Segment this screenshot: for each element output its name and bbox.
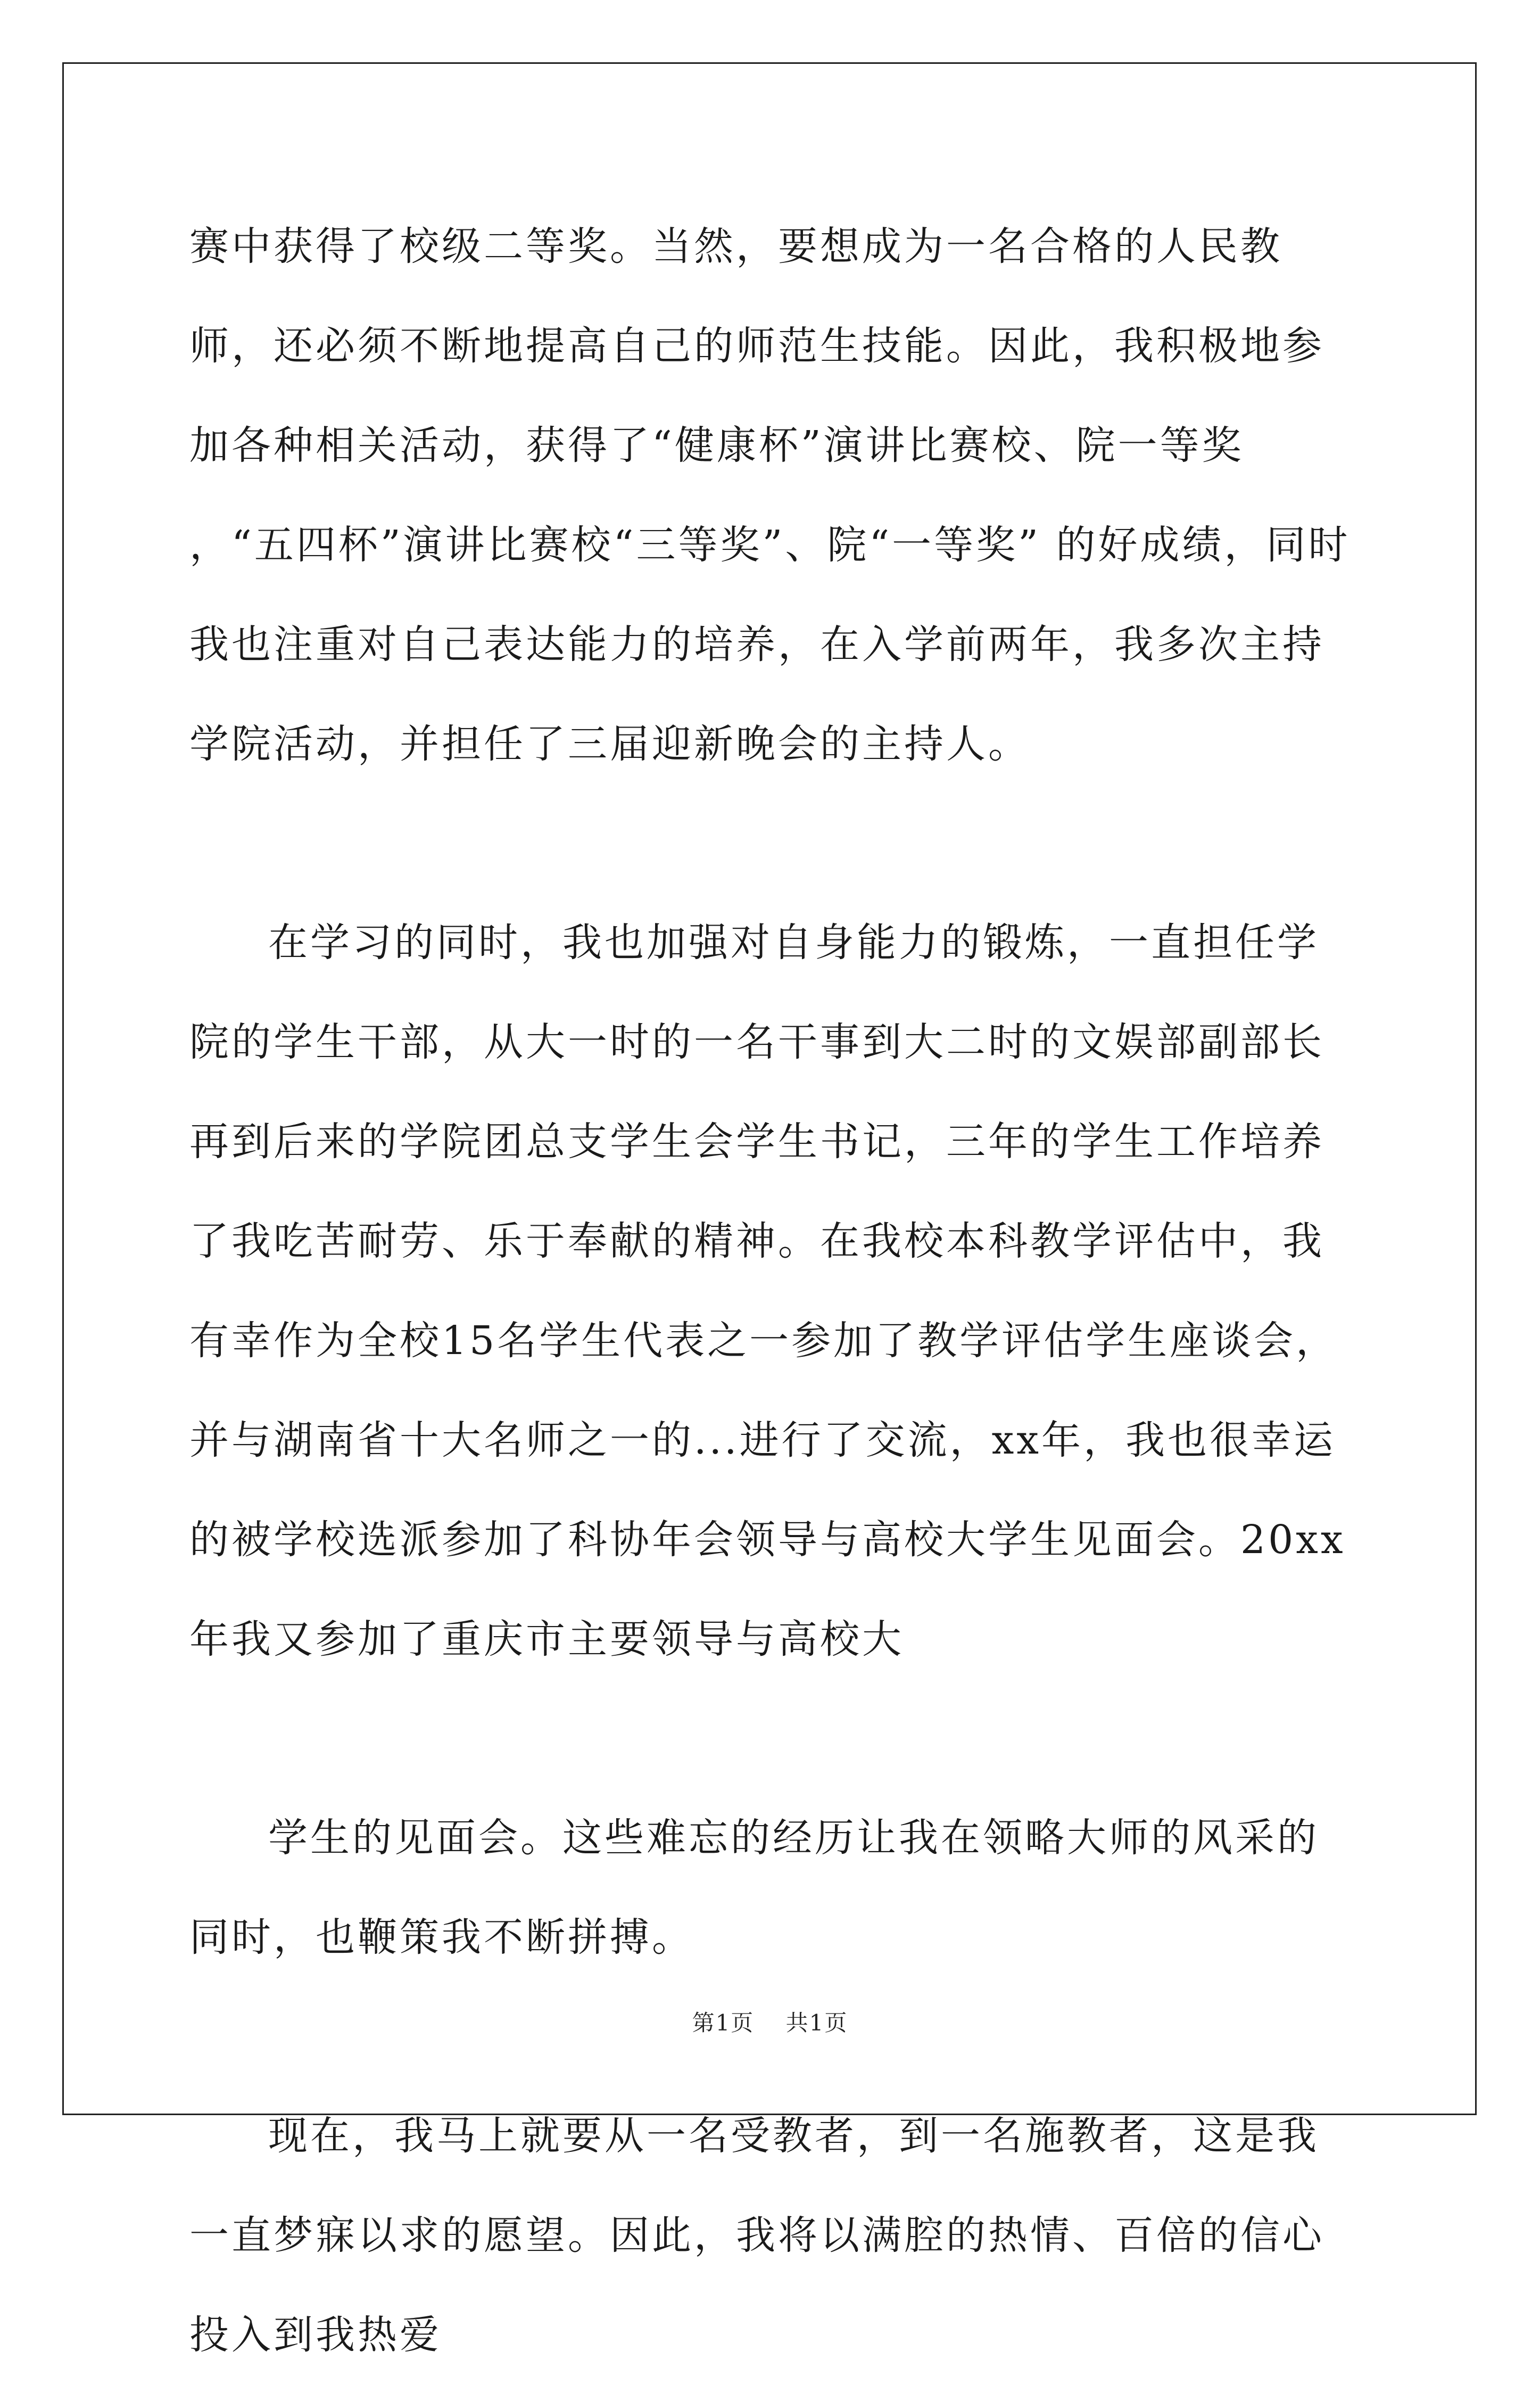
paragraph-2: 在学习的同时，我也加强对自身能力的锻炼，一直担任学院的学生干部，从大一时的一名干事到大二时的文娱部副部长再到后来的学院团总支学生会学生书记，三年的学生工作培养了我吃苦耐劳、乐于奉献的精神。在我校本科教学评估中，我有幸作为全校15名学生代表之一参加了教学评估学生座谈会，并与湖南省十大名师之一的...进行了交流，xx年，我也很幸运的被学校选派参加了科协年会领导与高校大学生见面会。20xx年我又参加了重庆市主要领导与高校大 [189,920,1346,1662]
paragraph-1: 赛中获得了校级二等奖。当然，要想成为一名合格的人民教师，还必须不断地提高自己的师范生技能。因此，我积极地参加各种相关活动，获得了“健康杯”演讲比赛校、院一等奖 ，“五四杯”演讲比赛校“三等奖”、院“一等奖” 的好成绩，同时我也注重对自己表达能力的培养，在入学前两年，我多次主持学院活动，并担任了三届迎新晚会的主持人。 [189,224,1351,767]
page-number: 第1页 [692,2010,755,2036]
paragraph-spacer [189,1689,1356,1788]
page-total: 共1页 [785,2010,848,2036]
paragraph-4: 现在，我马上就要从一名受教者，到一名施教者，这是我一直梦寐以求的愿望。因此，我将以满腔的热情、百倍的信心投入到我热爱 [189,2113,1324,2358]
paragraph-spacer [189,794,1356,893]
paragraph-3: 学生的见面会。这些难忘的经历让我在领略大师的风采的同时，也鞭策我不断拼搏。 [189,1815,1319,1960]
document-body [189,197,1356,2385]
page-footer [0,2006,1540,2037]
